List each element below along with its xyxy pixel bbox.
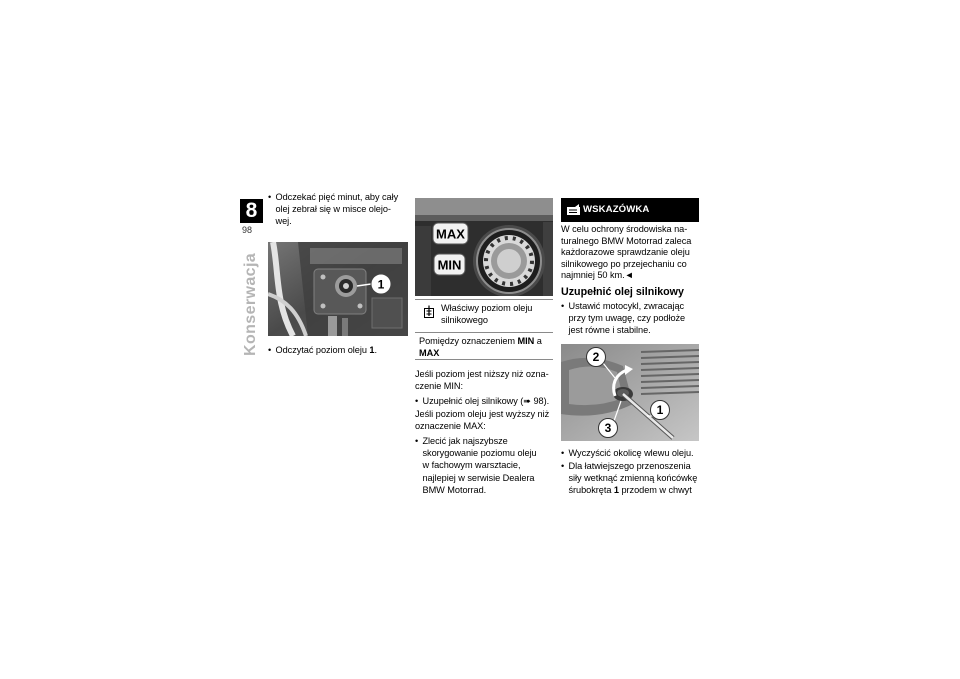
callout-1: 1 — [656, 403, 664, 418]
text-line — [276, 344, 377, 356]
step-wait-for-oil — [268, 191, 398, 228]
text-line: Dla łatwiejszego przenoszenia — [568, 461, 691, 471]
text-line: Właściwy poziom oleju — [441, 303, 533, 313]
value-text: Pomiędzy oznaczeniem — [419, 336, 518, 346]
spec-title — [441, 302, 532, 326]
read-text: Odczytać poziom oleju — [275, 345, 370, 355]
text-line: silnikowego — [441, 315, 488, 326]
step-workshop-correction — [415, 435, 537, 496]
text-line — [419, 335, 542, 347]
oil-level-icon — [423, 305, 435, 319]
text-line: w fachowym warsztacie, — [422, 460, 521, 471]
callout-1: 1 — [377, 277, 385, 292]
text-line: każdorazowe sprawdzanie oleju — [561, 247, 690, 258]
text-line: czenie MIN: — [415, 381, 463, 392]
bullet: • — [561, 301, 565, 311]
text-line — [419, 347, 542, 359]
value-max: MAX — [419, 348, 440, 359]
step-insert-screwdriver — [561, 460, 697, 497]
text-line: BMW Motorrad. — [422, 484, 487, 495]
paragraph-level-low — [415, 368, 549, 392]
spec-table-oil-level — [415, 299, 553, 360]
bullet: • — [561, 448, 565, 458]
screwdriver-text: przodem w chwyt — [618, 485, 692, 496]
min-label — [434, 254, 465, 275]
value-min: MIN — [517, 336, 535, 346]
read-end: . — [374, 345, 377, 355]
text-line: olej zebrał się w misce olejo- — [275, 204, 391, 215]
bullet: • — [268, 192, 272, 202]
screwdriver-text: śrubokręta — [568, 485, 614, 496]
bullet: • — [415, 396, 419, 406]
figure-min-max-sight-glass — [415, 198, 553, 296]
step-position-motorcycle — [561, 300, 685, 337]
text-line: Jeśli poziom jest niższy niż ozna- — [415, 369, 549, 379]
note-text — [561, 224, 691, 282]
text-line: turalnego BMW Motorrad zaleca — [561, 235, 692, 246]
text-line: Wyczyścić okolicę wlewu oleju. — [568, 448, 694, 458]
max-label-text: MAX — [436, 226, 465, 242]
text-line: wej. — [275, 216, 292, 227]
figure-oil-filler-screwdriver — [561, 344, 699, 441]
reference-number: 1 — [613, 485, 619, 496]
bullet: • — [415, 436, 419, 446]
sight-glass — [473, 225, 545, 296]
chapter-number-badge: 8 — [240, 199, 263, 223]
note-hand-icon — [566, 203, 581, 216]
sight-glass — [335, 275, 357, 297]
chapter-side-title: Konserwacja — [242, 252, 259, 356]
text-line: najmniej 50 km.◄ — [561, 270, 634, 281]
min-label-text: MIN — [437, 257, 462, 273]
step-top-up-oil — [415, 395, 549, 407]
text-line: jest równe i stabilne. — [568, 325, 651, 336]
note-header — [561, 198, 699, 222]
text-line: skorygowanie poziomu oleju — [422, 448, 537, 459]
text-line: oznaczenie MAX: — [415, 421, 486, 432]
note-label: WSKAZÓWKA — [583, 204, 650, 215]
paragraph-level-high — [415, 408, 549, 432]
reference-number: 1 — [369, 345, 375, 355]
text-line: Ustawić motocykl, zwracając — [568, 301, 685, 311]
spec-divider — [415, 332, 553, 333]
section-heading: Uzupełnić olej silnikowy — [561, 286, 684, 298]
figure-oil-sight-glass-photo — [268, 242, 408, 336]
max-label — [433, 223, 468, 244]
bullet: • — [268, 345, 272, 355]
spec-value — [419, 335, 542, 359]
page-number: 98 — [242, 225, 253, 235]
text-line: przy tym uwagę, czy podłoże — [568, 313, 686, 324]
text-line — [569, 484, 698, 496]
text-line: Uzupełnić olej silnikowy (➠ 98). — [422, 396, 550, 406]
text-line: najlepiej w serwisie Dealera — [422, 472, 535, 483]
text-line: W celu ochrony środowiska na- — [561, 224, 688, 234]
text-line: silnikowego po przejechaniu co — [561, 258, 687, 269]
step-clean-filler — [561, 447, 694, 459]
text-line: siły wetknąć zmienną końcówkę — [568, 473, 698, 484]
text-line: Jeśli poziom oleju jest wyższy niż — [415, 409, 550, 419]
value-text: a — [534, 336, 542, 346]
text-line: Zlecić jak najszybsze — [422, 436, 508, 446]
text-line: Odczekać pięć minut, aby cały — [275, 192, 399, 202]
bullet: • — [561, 461, 565, 471]
callout-3: 3 — [604, 421, 612, 436]
callout-2: 2 — [592, 350, 600, 365]
step-read-oil-level — [268, 344, 377, 356]
